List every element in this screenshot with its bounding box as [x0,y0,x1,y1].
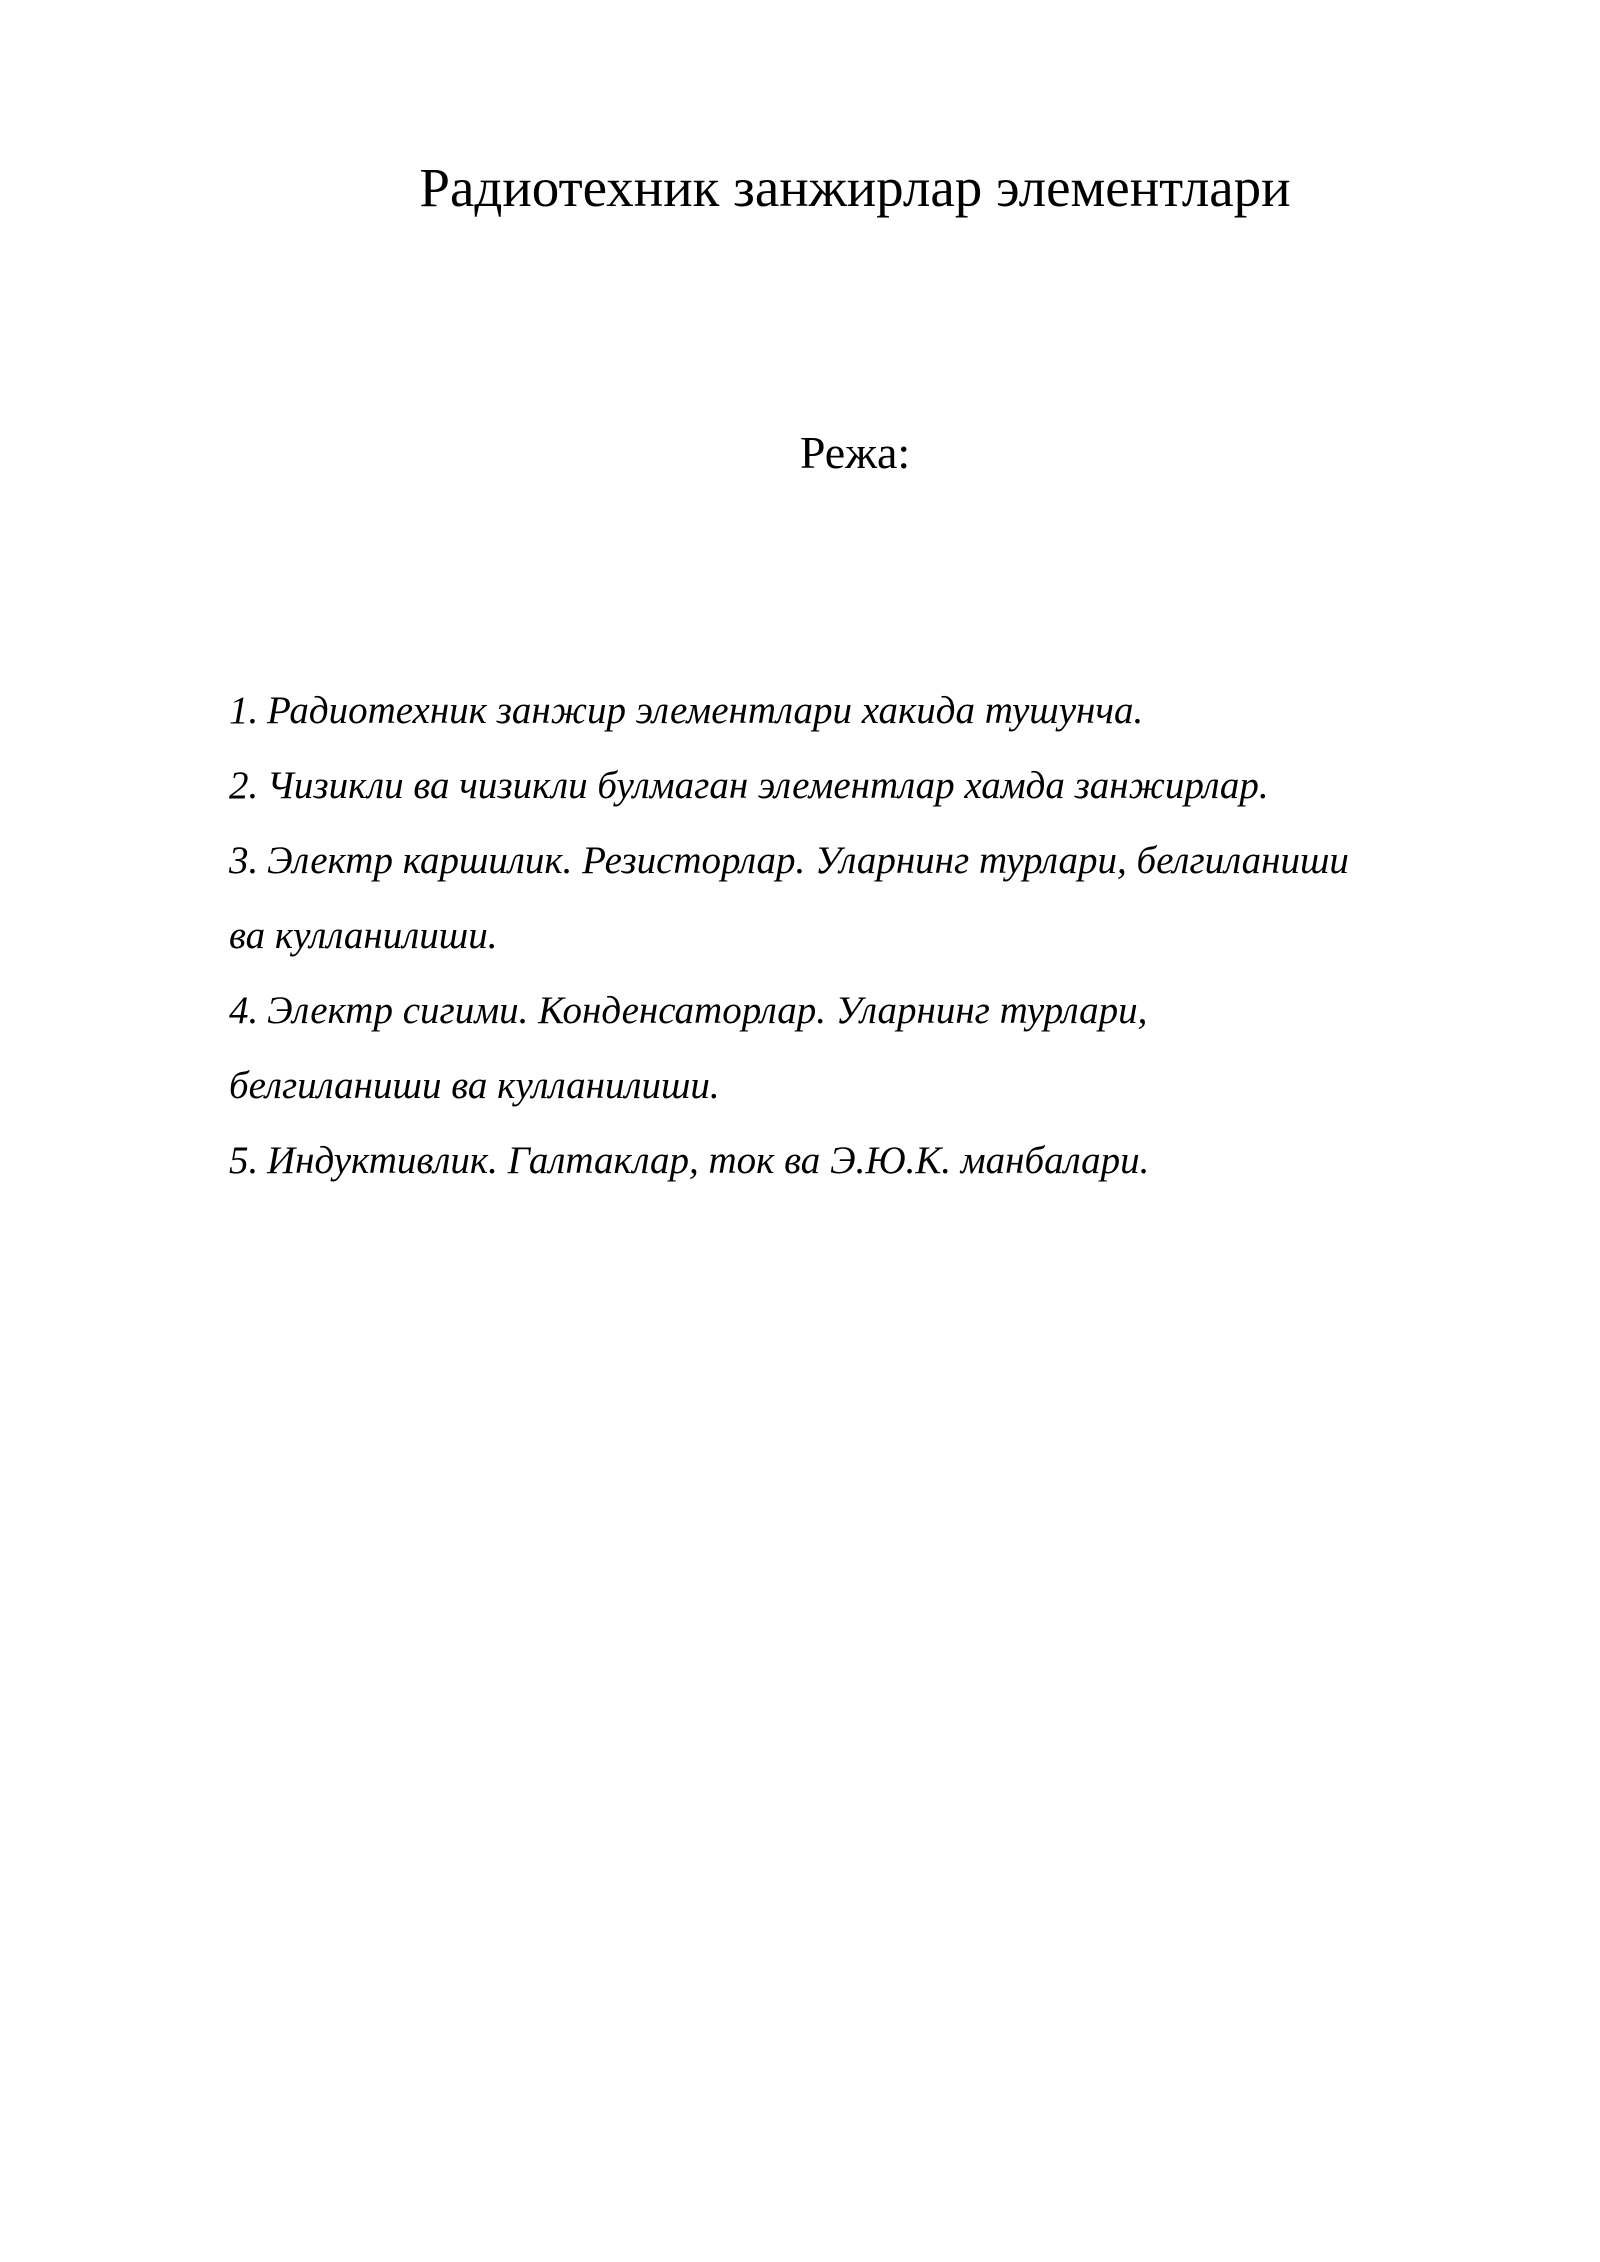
plan-item-text: Индуктивлик. Галтаклар, ток ва Э.Ю.К. манбалари. [267,1139,1150,1182]
plan-item-4-continuation [229,1048,1489,1123]
plan-heading: Режа: [799,427,911,478]
plan-item-3 [229,823,1489,898]
plan-item-number: 3. [229,839,259,882]
plan-item-number: 4. [229,989,259,1032]
plan-item-1 [229,673,1489,748]
plan-item-number: 5. [229,1139,259,1182]
plan-item-5 [229,1123,1489,1198]
plan-item-text: Радиотехник занжир элементлари хакида тушунча. [267,689,1144,732]
plan-item-text: Чизикли ва чизикли булмаган элементлар хамда занжирлар. [267,764,1269,807]
plan-item-number: 1. [229,689,259,732]
plan-item-number: 2. [229,764,259,807]
plan-item-3-continuation [229,898,1489,973]
plan-item-text: ва кулланилиши. [229,914,498,957]
plan-item-2 [229,748,1489,823]
document-title: Радиотехник занжирлар элементлари [419,157,1291,218]
plan-item-text: Электр каршилик. Резисторлар. Уларнинг турлари, белгиланиши [267,839,1349,882]
plan-item-text: Электр сигими. Конденсаторлар. Уларнинг турлари, [267,989,1148,1032]
plan-item-4 [229,973,1489,1048]
plan-list [229,673,1489,1198]
plan-item-text: белгиланиши ва кулланилиши. [229,1064,720,1107]
